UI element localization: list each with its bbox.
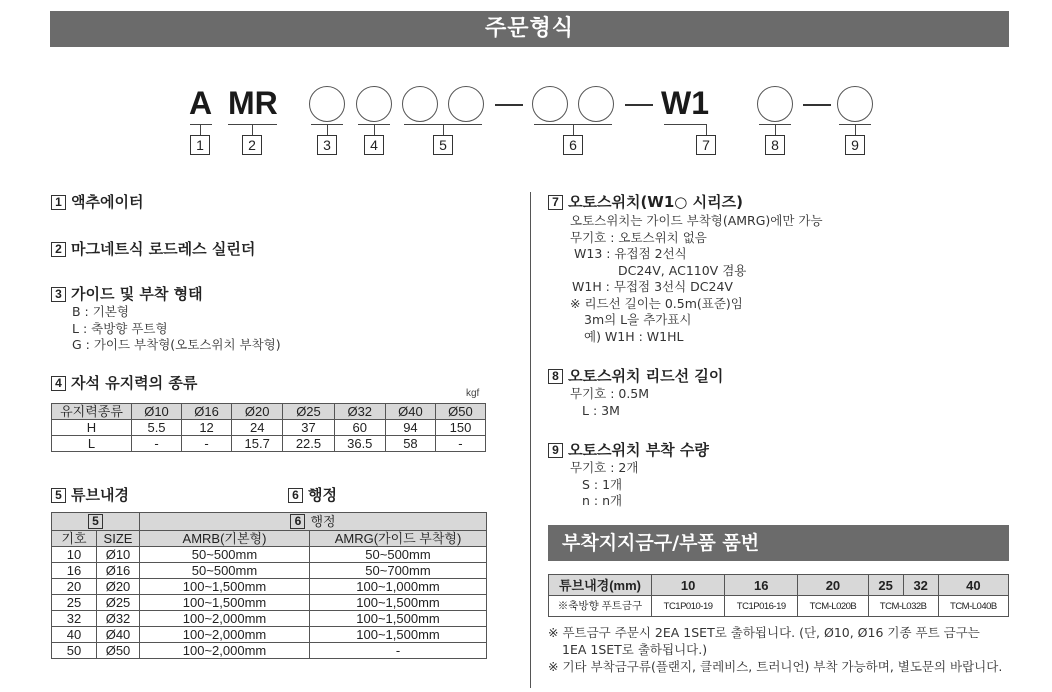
code-w1: W1 xyxy=(661,85,709,121)
table-row: 10 Ø10 50~500mm 50~500mm xyxy=(52,547,487,563)
code-circle-5a xyxy=(402,86,438,122)
column-divider xyxy=(530,192,531,688)
position-box-5: 5 xyxy=(433,135,453,155)
position-box-7: 7 xyxy=(696,135,716,155)
code-dash xyxy=(625,104,653,106)
section-6-heading: 6 행정 xyxy=(288,484,337,505)
table-row: 20 Ø20 100~1,500mm 100~1,000mm xyxy=(52,579,487,595)
table-row: 40 Ø40 100~2,000mm 100~1,500mm xyxy=(52,627,487,643)
code-dash xyxy=(495,104,523,106)
list-item: W1H : 무접점 3선식 DC24V xyxy=(572,279,733,294)
stroke-table: 5 6 행정 기호 SIZE AMRB(기본형) AMRG(가이드 부착형) 10 Ø10 50~500mm 50~500mm 16 Ø16 50~500mm 50~700mm 20 Ø20 100~1,500mm 100~1,000mm 25 Ø25 100~1,500mm 100~1,500mm 32 Ø32 100~2,000mm 100~1,500mm 40 Ø40 100~2,000mm 100~1,500mm 50 Ø50 100~2,000mm - xyxy=(51,512,487,659)
list-item: 무기호 : 0.5M xyxy=(570,386,650,401)
note-line: ※ 푸트금구 주문시 2EA 1SET로 출하됩니다. (단, Ø10, Ø16 기종 푸트 금구는 xyxy=(548,625,980,640)
list-item: 무기호 : 2개 xyxy=(570,460,639,475)
list-item: G : 가이드 부착형(오토스위치 부착형) xyxy=(72,337,281,352)
position-box-3: 3 xyxy=(317,135,337,155)
table-row: 50 Ø50 100~2,000mm - xyxy=(52,643,487,659)
code-circle-4 xyxy=(356,86,392,122)
list-item: 오토스위치는 가이드 부착형(AMRG)에만 가능 xyxy=(570,213,823,228)
note-line: ※ 기타 부착금구류(플랜지, 클레비스, 트러니언) 부착 가능하며, 별도문의 바랍니다. xyxy=(548,659,1003,674)
list-item: 예) W1H : W1HL xyxy=(584,328,684,344)
section-5-heading: 5 튜브내경 xyxy=(51,484,129,505)
position-box-4: 4 xyxy=(364,135,384,155)
code-prefix-mr: MR xyxy=(228,85,278,121)
holding-force-table: 유지력종류 Ø10 Ø16 Ø20 Ø25 Ø32 Ø40 Ø50 H 5.5 12 24 37 60 94 150 L - - 15.7 22.5 36.5 58 - xyxy=(51,403,486,452)
position-box-9: 9 xyxy=(845,135,865,155)
code-circle-9 xyxy=(837,86,873,122)
section-1-heading: 1 액추에이터 xyxy=(51,191,143,212)
section-7-items xyxy=(570,213,823,345)
section-3-items xyxy=(72,304,281,354)
list-item: 무기호 : 오토스위치 없음 xyxy=(570,229,707,245)
table-row: H 5.5 12 24 37 60 94 150 xyxy=(52,420,486,436)
list-item: n : n개 xyxy=(582,493,623,508)
page-title: 주문형식 xyxy=(50,11,1009,47)
table-row: ※축방향 푸트금구 TC1P010-19 TC1P016-19 TCM-L020B TCM-L032B TCM-L040B xyxy=(549,596,1009,617)
list-item: ※ 리드선 길이는 0.5m(표준)임 xyxy=(570,295,743,311)
list-item: S : 1개 xyxy=(582,476,623,492)
position-box-2: 2 xyxy=(242,135,262,155)
table-row: 32 Ø32 100~2,000mm 100~1,500mm xyxy=(52,611,487,627)
position-box-1: 1 xyxy=(190,135,210,155)
list-item: L : 축방향 푸트형 xyxy=(72,320,168,336)
code-circle-6a xyxy=(532,86,568,122)
code-circle-8 xyxy=(757,86,793,122)
section-9-items xyxy=(570,460,638,510)
list-item: 3m의 L을 추가표시 xyxy=(584,312,692,327)
code-dash xyxy=(803,104,831,106)
section-2-heading: 2 마그네트식 로드레스 실린더 xyxy=(51,238,255,259)
list-item: DC24V, AC110V 겸용 xyxy=(618,262,747,278)
section-3-heading: 3 가이드 및 부착 형태 xyxy=(51,283,203,304)
position-box-6: 6 xyxy=(563,135,583,155)
parts-table: 튜브내경(mm) 10 16 20 25 32 40 ※축방향 푸트금구 TC1P010-19 TC1P016-19 TCM-L020B TCM-L032B TCM-L040B xyxy=(548,574,1009,617)
parts-notes xyxy=(548,624,1002,675)
note-line: 1EA 1SET로 출하됩니다.) xyxy=(562,642,708,657)
table-row: L - - 15.7 22.5 36.5 58 - xyxy=(52,436,486,452)
list-item: B : 기본형 xyxy=(72,304,129,319)
table-row: 16 Ø16 50~500mm 50~700mm xyxy=(52,563,487,579)
section-8-items xyxy=(570,386,649,419)
list-item: W13 : 유접점 2선식 xyxy=(574,246,687,261)
code-prefix-a: A xyxy=(189,85,213,121)
position-box-8: 8 xyxy=(765,135,785,155)
section-8-heading: 8 오토스위치 리드선 길이 xyxy=(548,365,723,386)
code-circle-6b xyxy=(578,86,614,122)
list-item: L : 3M xyxy=(582,402,620,418)
table-row: 25 Ø25 100~1,500mm 100~1,500mm xyxy=(52,595,487,611)
code-circle-3 xyxy=(309,86,345,122)
section-4-heading: 4 자석 유지력의 종류 xyxy=(51,372,197,393)
unit-label: kgf xyxy=(466,388,480,399)
parts-title: 부착지지금구/부품 품번 xyxy=(548,525,1009,561)
section-7-heading: 7 오토스위치(W1○ 시리즈) xyxy=(548,191,743,212)
section-9-heading: 9 오토스위치 부착 수량 xyxy=(548,439,709,460)
code-circle-5b xyxy=(448,86,484,122)
